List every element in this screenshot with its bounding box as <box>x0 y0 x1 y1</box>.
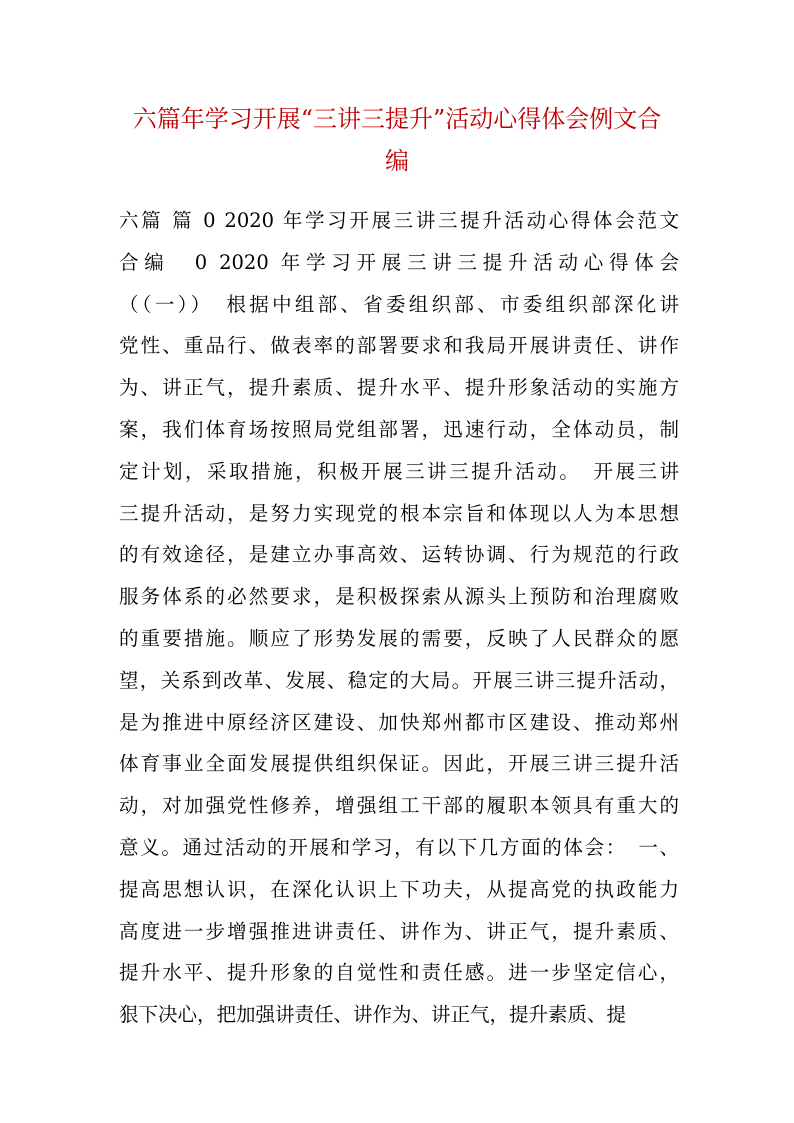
document-title <box>100 98 694 182</box>
document-body <box>119 200 679 1036</box>
body-line: 动，对加强党性修养，增强组工干部的履职本领具有重大的 <box>119 794 679 818</box>
body-line: 是为推进中原经济区建设、加快郑州都市区建设、推动郑州 <box>119 710 679 734</box>
body-line: 的有效途径，是建立办事高效、运转协调、行为规范的行政 <box>119 543 679 567</box>
body-line: 案，我们体育场按照局党组部署，迅速行动，全体动员，制 <box>119 417 679 441</box>
body-line: 望，关系到改革、发展、稳定的大局。开展三讲三提升活动， <box>119 668 679 692</box>
body-line: 定计划，采取措施，积极开展三讲三提升活动。 开展三讲 <box>119 459 679 483</box>
body-line: 的重要措施。顺应了形势发展的需要，反映了人民群众的愿 <box>119 626 679 650</box>
body-line: 高度进一步增强推进讲责任、讲作为、讲正气，提升素质、 <box>119 919 679 943</box>
body-line: （（一）） 根据中组部、省委组织部、市委组织部深化讲 <box>119 292 679 316</box>
body-line: 三提升活动，是努力实现党的根本宗旨和体现以人为本思想 <box>119 501 679 525</box>
body-line: 合编 0 2020 年学习开展三讲三提升活动心得体会 <box>119 250 679 274</box>
body-line: 党性、重品行、做表率的部署要求和我局开展讲责任、讲作 <box>119 334 679 358</box>
body-line: 狠下决心，把加强讲责任、讲作为、讲正气，提升素质、提 <box>119 1003 627 1027</box>
body-line: 意义。通过活动的开展和学习，有以下几方面的体会： 一、 <box>119 835 679 859</box>
body-line: 为、讲正气，提升素质、提升水平、提升形象活动的实施方 <box>119 376 679 400</box>
body-line: 服务体系的必然要求，是积极探索从源头上预防和治理腐败 <box>119 585 679 609</box>
body-line: 提升水平、提升形象的自觉性和责任感。进一步坚定信心， <box>119 961 679 985</box>
body-line: 六篇 篇 0 2020 年学习开展三讲三提升活动心得体会范文 <box>119 209 679 232</box>
title-line-1: 六篇年学习开展“三讲三提升”活动心得体会例文合 <box>132 105 662 133</box>
body-line: 体育事业全面发展提供组织保证。因此，开展三讲三提升活 <box>119 752 679 776</box>
title-line-2: 编 <box>385 147 409 175</box>
body-line: 提高思想认识，在深化认识上下功夫，从提高党的执政能力 <box>119 877 679 901</box>
